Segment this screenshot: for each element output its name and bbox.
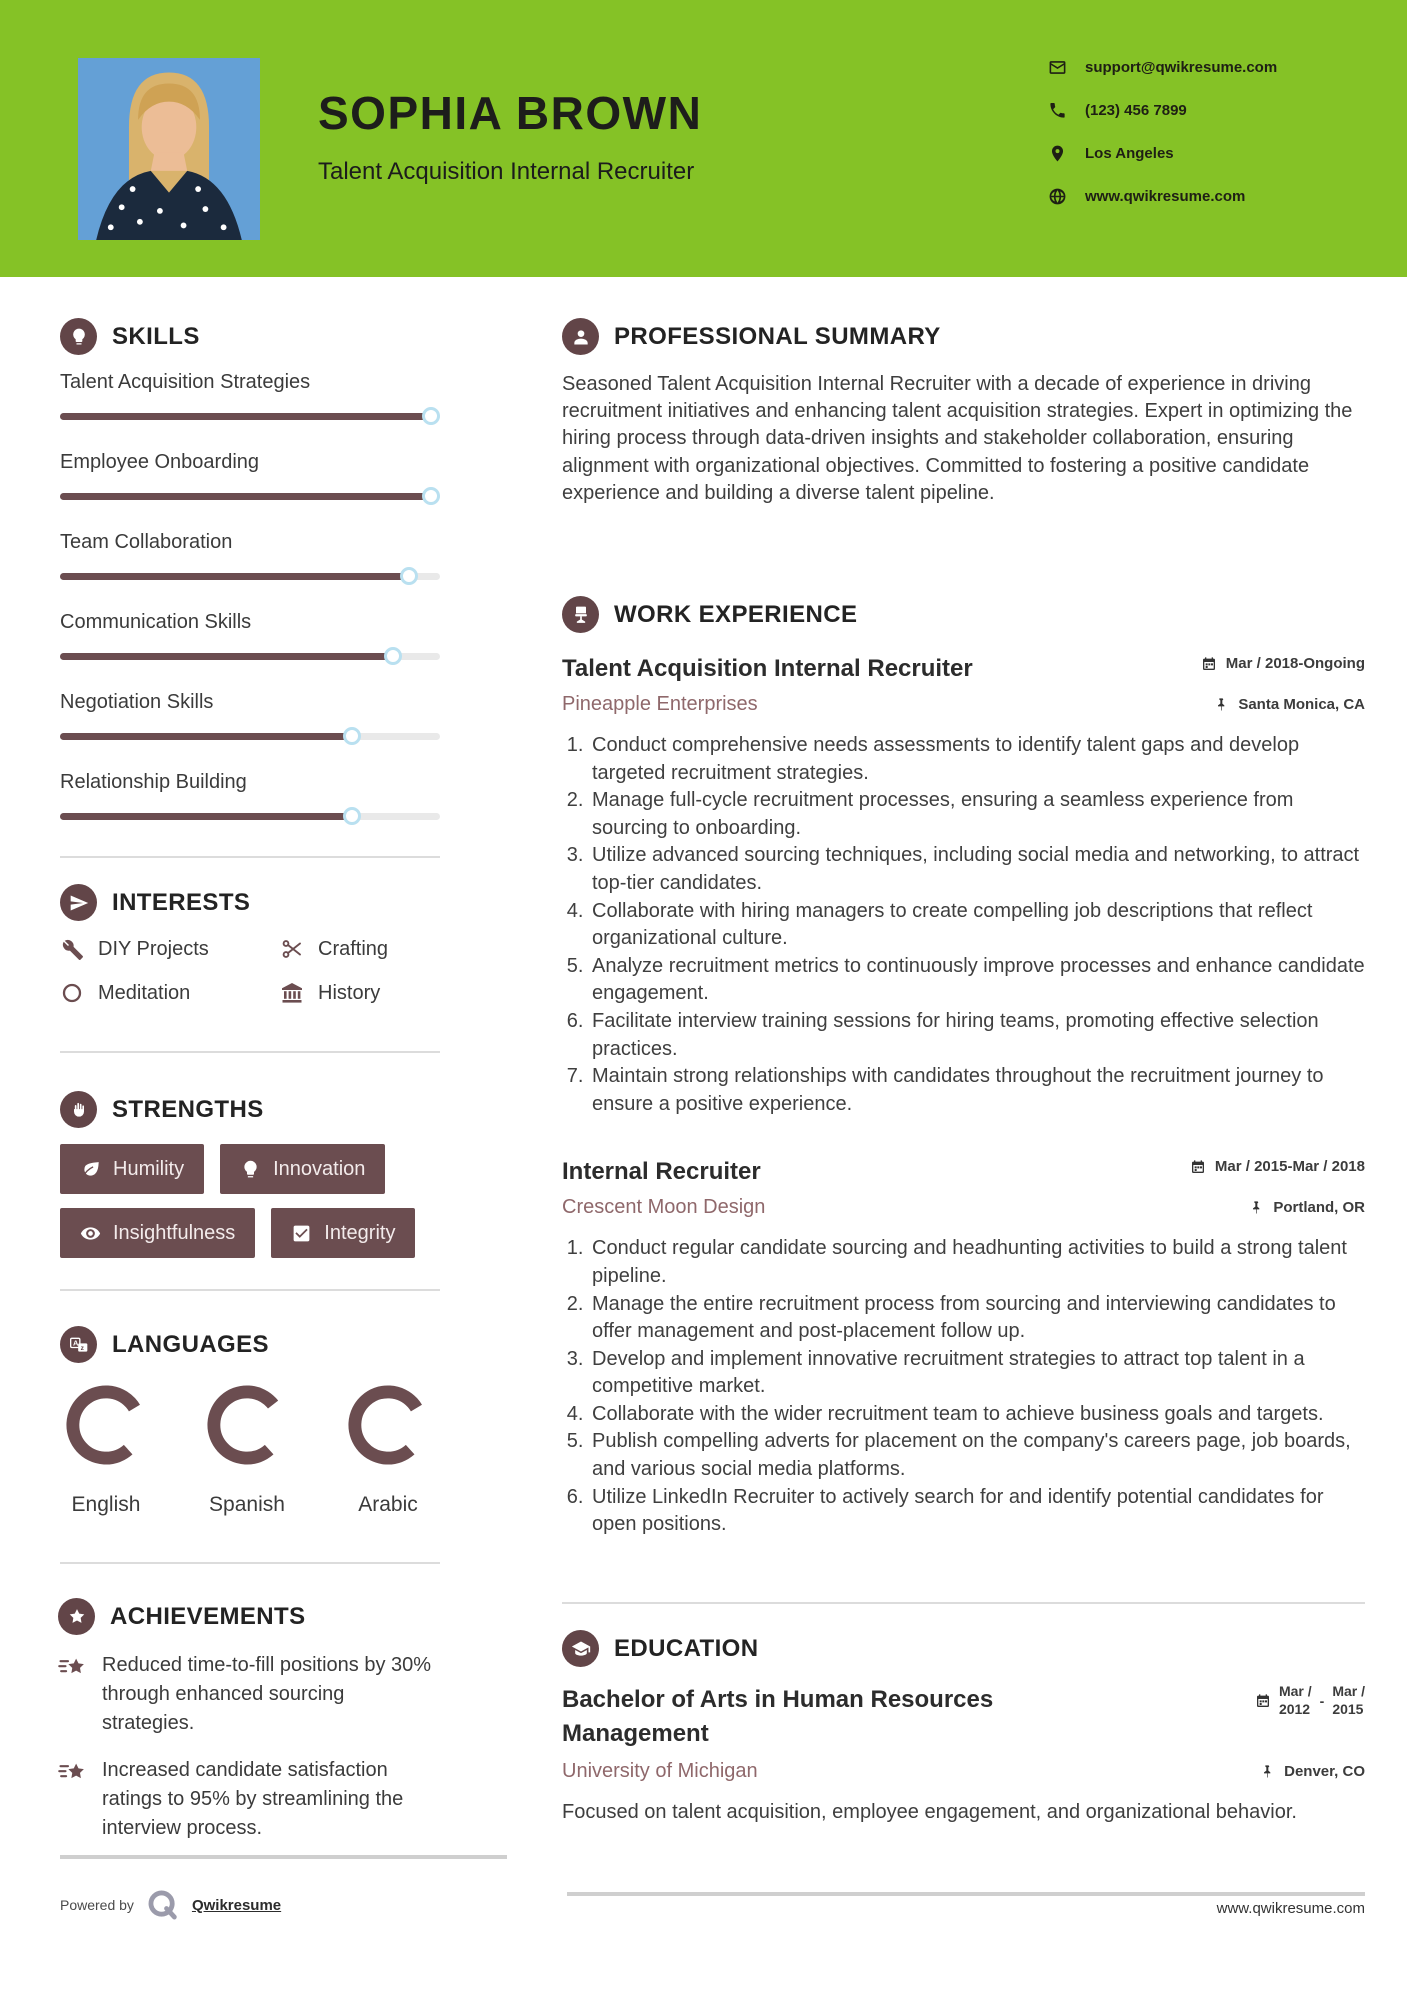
interest-item bbox=[280, 937, 440, 961]
interest-label: DIY Projects bbox=[98, 937, 209, 960]
skills-title: SKILLS bbox=[112, 322, 200, 350]
strength-badge bbox=[220, 1144, 385, 1194]
divider bbox=[60, 856, 440, 858]
divider bbox=[60, 1051, 440, 1053]
education-title: EDUCATION bbox=[614, 1634, 759, 1662]
skill-item bbox=[60, 691, 440, 771]
job-duty: 2. Manage the entire recruitment process from sourcing and interviewing candidates to offer management and post-placement follow up. bbox=[589, 1291, 1365, 1346]
languages-header bbox=[60, 1326, 442, 1363]
interests-list bbox=[60, 937, 440, 1005]
skill-bar-fill bbox=[60, 733, 353, 740]
skill-label: Communication Skills bbox=[60, 611, 252, 633]
footer-url[interactable]: www.qwikresume.com bbox=[1216, 1900, 1365, 1917]
paper-plane-icon bbox=[60, 884, 97, 921]
candidate-title: Talent Acquisition Internal Recruiter bbox=[318, 158, 695, 185]
job-duty: 1. Conduct regular candidate sourcing and headhunting activities to build a strong talent pipeline. bbox=[589, 1235, 1365, 1290]
fist-icon bbox=[60, 1091, 97, 1128]
footer-branding bbox=[60, 1888, 281, 1922]
interests-title: INTERESTS bbox=[112, 888, 251, 916]
pin-icon bbox=[1213, 697, 1229, 713]
job-duties-list bbox=[562, 1235, 1365, 1539]
interest-label: Meditation bbox=[98, 981, 191, 1004]
achievements-list bbox=[58, 1651, 442, 1843]
skill-bar-fill bbox=[60, 413, 432, 420]
contact-list bbox=[1048, 58, 1277, 206]
achievements-section bbox=[58, 1598, 442, 1861]
language-label: English bbox=[71, 1493, 141, 1516]
job-duty: 5. Analyze recruitment metrics to continuously improve processes and enhance candidate engagement. bbox=[589, 953, 1365, 1008]
profile-photo bbox=[78, 58, 260, 240]
summary-text: Seasoned Talent Acquisition Internal Recruiter with a decade of experience in driving recruitment initiatives and enhancing talent acquisition strategies. Expert in optimizing the hiring process through data-driven insights and stakeholder collaboration, ensuring alignment with organizational objectives. Committed to fostering a positive candidate experience and building a diverse talent pipeline. bbox=[562, 373, 1353, 504]
skill-slider-handle[interactable] bbox=[343, 807, 361, 825]
job-duty: 4. Collaborate with the wider recruitment team to achieve business goals and targets. bbox=[589, 1401, 1365, 1429]
phone-icon bbox=[1048, 101, 1067, 120]
calendar-icon bbox=[1201, 656, 1217, 672]
divider bbox=[60, 1562, 440, 1564]
skill-item bbox=[60, 611, 440, 691]
job-entry bbox=[562, 655, 1365, 1118]
skill-bar-fill bbox=[60, 573, 410, 580]
skill-bar bbox=[60, 813, 440, 820]
education-description: Focused on talent acquisition, employee engagement, and organizational behavior. bbox=[562, 1801, 1297, 1824]
job-location: Santa Monica, CA bbox=[1213, 696, 1365, 713]
skills-section bbox=[60, 318, 440, 851]
chair-icon bbox=[562, 596, 599, 633]
contact-text: www.qwikresume.com bbox=[1085, 188, 1246, 205]
language-label: Spanish bbox=[209, 1493, 285, 1516]
job-duty: 6. Facilitate interview training sessions for hiring teams, promoting effective selection practices. bbox=[589, 1008, 1365, 1063]
achievements-header bbox=[58, 1598, 442, 1635]
language-gauge bbox=[342, 1379, 434, 1471]
work-experience-header bbox=[562, 596, 1365, 633]
contact-row[interactable] bbox=[1048, 187, 1277, 206]
job-duty: 6. Utilize LinkedIn Recruiter to actively search for and identify potential candidates for open positions. bbox=[589, 1484, 1365, 1539]
eye-icon bbox=[80, 1223, 101, 1244]
svg-text:A: A bbox=[72, 1338, 78, 1348]
achievements-title: ACHIEVEMENTS bbox=[110, 1602, 306, 1630]
language-gauge bbox=[201, 1379, 293, 1471]
achievement-item bbox=[58, 1756, 442, 1843]
strength-label: Integrity bbox=[324, 1221, 396, 1244]
profile-photo-illustration bbox=[78, 58, 260, 240]
star-badge-icon bbox=[58, 1598, 95, 1635]
globe-icon bbox=[1048, 187, 1067, 206]
person-icon bbox=[562, 318, 599, 355]
shooting-star-icon bbox=[58, 1653, 88, 1683]
leaf-icon bbox=[80, 1159, 101, 1180]
pin-icon bbox=[1259, 1764, 1275, 1780]
degree-title: Bachelor of Arts in Human Resources Management bbox=[562, 1686, 994, 1747]
contact-row[interactable] bbox=[1048, 101, 1277, 120]
lightbulb-icon bbox=[60, 318, 97, 355]
skill-slider-handle[interactable] bbox=[400, 567, 418, 585]
languages-title: LANGUAGES bbox=[112, 1330, 269, 1358]
language-label: Arabic bbox=[358, 1493, 418, 1516]
company-name: Pineapple Enterprises bbox=[562, 693, 758, 715]
interest-label: Crafting bbox=[318, 937, 389, 960]
job-duty: 7. Maintain strong relationships with candidates throughout the recruitment journey to ensure a positive experience. bbox=[589, 1063, 1365, 1118]
skill-bar bbox=[60, 733, 440, 740]
museum-icon bbox=[280, 981, 304, 1005]
date-end: Mar / bbox=[1332, 1683, 1365, 1699]
summary-section bbox=[562, 318, 1365, 507]
interest-label: History bbox=[318, 981, 381, 1004]
job-duty: 1. Conduct comprehensive needs assessments to identify talent gaps and develop targeted recruitment strategies. bbox=[589, 732, 1365, 787]
job-dates: Mar / 2015-Mar / 2018 bbox=[1190, 1158, 1365, 1175]
strength-label: Insightfulness bbox=[113, 1221, 236, 1244]
work-experience-title: WORK EXPERIENCE bbox=[614, 600, 858, 628]
footer-divider-left bbox=[60, 1855, 507, 1859]
strengths-list bbox=[60, 1144, 442, 1258]
language-item bbox=[201, 1379, 293, 1517]
education-section bbox=[562, 1630, 1365, 1826]
achievement-text: Increased candidate satisfaction ratings to 95% by streamlining the interview process. bbox=[102, 1759, 404, 1839]
powered-by-label: Powered by bbox=[60, 1897, 134, 1913]
contact-row[interactable] bbox=[1048, 144, 1277, 163]
skill-item bbox=[60, 451, 440, 531]
achievement-item bbox=[58, 1651, 442, 1738]
skill-bar bbox=[60, 653, 440, 660]
job-duties-list bbox=[562, 732, 1365, 1118]
contact-text: support@qwikresume.com bbox=[1085, 59, 1278, 76]
lightbulb-icon bbox=[240, 1159, 261, 1180]
skill-label: Employee Onboarding bbox=[60, 451, 260, 473]
skill-bar-fill bbox=[60, 653, 394, 660]
qwikresume-logo-icon bbox=[146, 1888, 180, 1922]
achievement-text: Reduced time-to-fill positions by 30% through enhanced sourcing strategies. bbox=[102, 1654, 432, 1734]
graduation-icon bbox=[562, 1630, 599, 1667]
skill-slider-handle[interactable] bbox=[343, 727, 361, 745]
school-name: University of Michigan bbox=[562, 1760, 758, 1783]
strengths-section bbox=[60, 1091, 442, 1258]
skill-label: Negotiation Skills bbox=[60, 691, 214, 713]
skill-bar-fill bbox=[60, 493, 432, 500]
interests-header bbox=[60, 884, 440, 921]
job-duty: 4. Collaborate with hiring managers to create compelling job descriptions that reflect organizational culture. bbox=[589, 898, 1365, 953]
education-location: Denver, CO bbox=[1259, 1763, 1365, 1780]
date-start: Mar / bbox=[1278, 1683, 1312, 1699]
job-dates: Mar / 2018-Ongoing bbox=[1201, 655, 1365, 672]
strength-badge bbox=[60, 1144, 204, 1194]
job-duty: 3. Develop and implement innovative recruitment strategies to attract top talent in a competitive market. bbox=[589, 1346, 1365, 1401]
skill-bar bbox=[60, 573, 440, 580]
jobs-list bbox=[562, 655, 1365, 1539]
skill-slider-handle[interactable] bbox=[422, 407, 440, 425]
contact-row[interactable] bbox=[1048, 58, 1277, 77]
education-header bbox=[562, 1630, 1365, 1667]
strength-label: Innovation bbox=[273, 1157, 366, 1180]
summary-title: PROFESSIONAL SUMMARY bbox=[614, 322, 941, 350]
date-separator: - bbox=[1319, 1692, 1325, 1709]
pin-icon bbox=[1248, 1200, 1264, 1216]
strength-badge bbox=[271, 1208, 415, 1258]
candidate-name: SOPHIA BROWN bbox=[318, 87, 703, 139]
languages-list bbox=[60, 1379, 442, 1517]
location-icon bbox=[1048, 144, 1067, 163]
qwikresume-link[interactable]: Qwikresume bbox=[191, 1896, 282, 1914]
skill-label: Team Collaboration bbox=[60, 531, 233, 553]
interest-item bbox=[280, 981, 440, 1005]
skill-label: Talent Acquisition Strategies bbox=[60, 371, 311, 393]
job-duty: 3. Utilize advanced sourcing techniques, including social media and networking, to attract top-tier candidates. bbox=[589, 842, 1365, 897]
interest-item bbox=[60, 937, 280, 961]
skills-header bbox=[60, 318, 440, 355]
strengths-title: STRENGTHS bbox=[112, 1095, 264, 1123]
skill-item bbox=[60, 771, 440, 851]
languages-section bbox=[60, 1326, 442, 1517]
skill-item bbox=[60, 371, 440, 451]
skill-slider-handle[interactable] bbox=[384, 647, 402, 665]
footer-divider-right bbox=[567, 1892, 1365, 1896]
strengths-header bbox=[60, 1091, 442, 1128]
company-name: Crescent Moon Design bbox=[562, 1196, 766, 1219]
scissors-icon bbox=[280, 937, 304, 961]
checkbox-icon bbox=[291, 1223, 312, 1244]
divider bbox=[562, 1602, 1365, 1604]
language-gauge bbox=[60, 1379, 152, 1471]
shooting-star-icon bbox=[58, 1758, 88, 1788]
header-banner bbox=[0, 0, 1407, 277]
calendar-icon bbox=[1190, 1159, 1206, 1175]
calendar-icon bbox=[1255, 1693, 1271, 1709]
strength-badge bbox=[60, 1208, 255, 1258]
contact-text: (123) 456 7899 bbox=[1085, 102, 1187, 119]
skill-bar bbox=[60, 493, 440, 500]
job-title: Internal Recruiter bbox=[562, 1158, 761, 1186]
skills-list bbox=[60, 371, 440, 851]
skill-bar-fill bbox=[60, 813, 353, 820]
education-dates: Mar / 2012 - Mar / 2015 bbox=[1255, 1683, 1365, 1718]
wrench-icon bbox=[60, 937, 84, 961]
ring-icon bbox=[60, 981, 84, 1005]
work-experience-section bbox=[562, 596, 1365, 1539]
svg-text:z: z bbox=[80, 1344, 84, 1352]
strength-label: Humility bbox=[113, 1157, 185, 1180]
job-duty: 5. Publish compelling adverts for placement on the company's careers page, job boards, and various social media platforms. bbox=[589, 1428, 1365, 1483]
interest-item bbox=[60, 981, 280, 1005]
mail-icon bbox=[1048, 58, 1067, 77]
skill-label: Relationship Building bbox=[60, 771, 247, 793]
skill-bar bbox=[60, 413, 440, 420]
job-entry bbox=[562, 1158, 1365, 1539]
skill-item bbox=[60, 531, 440, 611]
summary-header bbox=[562, 318, 1365, 355]
interests-section bbox=[60, 884, 440, 1005]
divider bbox=[60, 1289, 440, 1291]
contact-text: Los Angeles bbox=[1085, 145, 1174, 162]
language-item bbox=[60, 1379, 152, 1517]
translate-icon bbox=[60, 1326, 97, 1363]
job-title: Talent Acquisition Internal Recruiter bbox=[562, 655, 973, 682]
job-duty: 2. Manage full-cycle recruitment processes, ensuring a seamless experience from sourcing to onboarding. bbox=[589, 787, 1365, 842]
language-item bbox=[342, 1379, 434, 1517]
job-location: Portland, OR bbox=[1248, 1199, 1365, 1216]
skill-slider-handle[interactable] bbox=[422, 487, 440, 505]
